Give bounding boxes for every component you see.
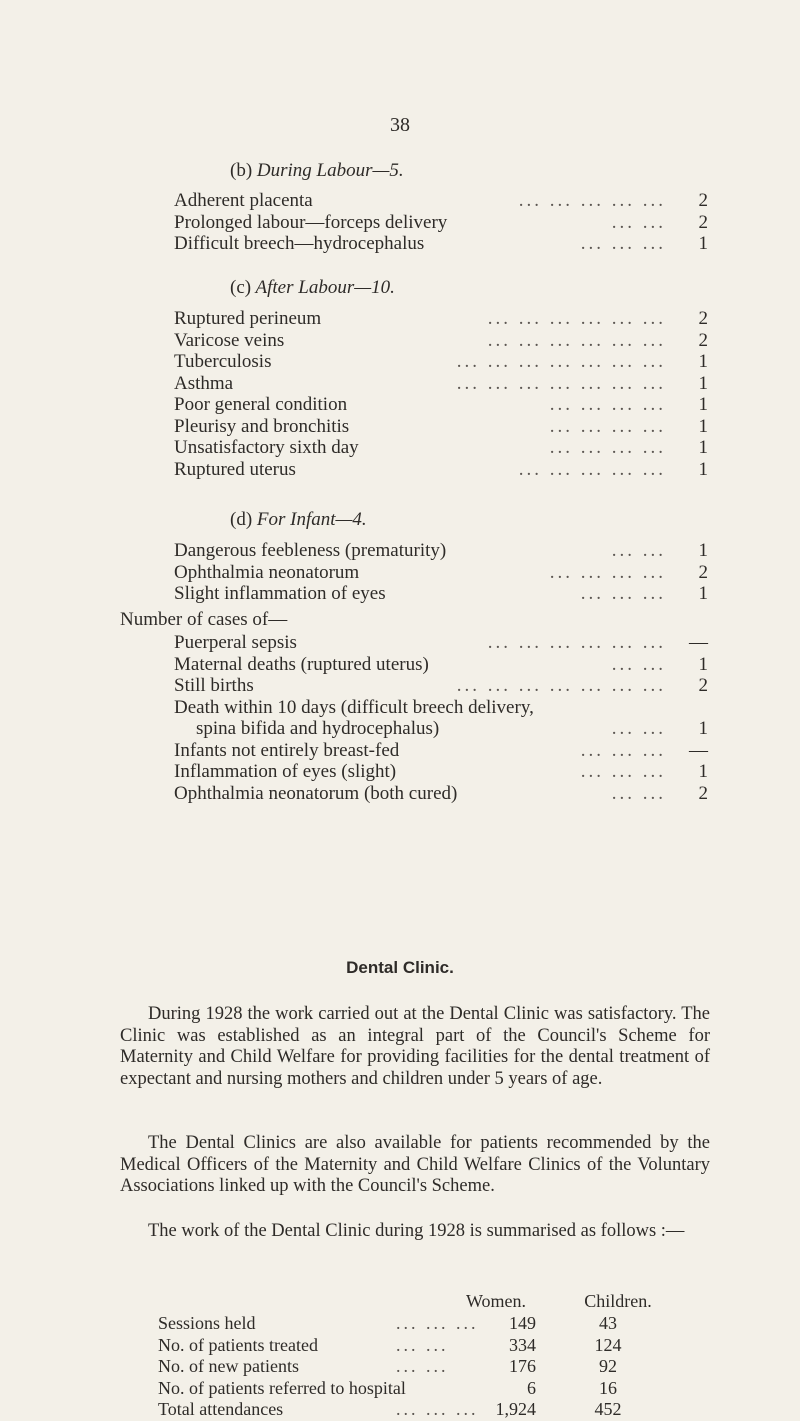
- list-item: [174, 740, 714, 762]
- list-item: [174, 540, 714, 562]
- item-value: 1: [698, 540, 708, 561]
- table-header: [158, 1291, 678, 1313]
- list-item: [174, 459, 714, 481]
- row-label: No. of new patients: [158, 1356, 299, 1376]
- dental-summary-table: [158, 1291, 678, 1421]
- item-label: Pleurisy and bronchitis: [174, 415, 350, 437]
- leader-dots: ... ...: [611, 540, 666, 561]
- leader-dots: ... ...: [611, 211, 666, 233]
- cell-women: 6: [527, 1377, 536, 1398]
- item-value: 1: [698, 583, 708, 604]
- section-prefix: (d): [230, 509, 253, 530]
- page-number: 38: [390, 114, 410, 136]
- row-label: No. of patients treated: [158, 1334, 318, 1355]
- list-item: [174, 308, 714, 330]
- leader-dots: ... ...: [611, 718, 666, 739]
- paragraph-dental-summary-intro: The work of the Dental Clinic during 1928 is summarised as follows :—: [148, 1221, 685, 1241]
- leader-dots: ... ... ... ...: [549, 561, 666, 583]
- table-row: [158, 1399, 678, 1421]
- item-value: 2: [698, 211, 708, 233]
- row-label: Total attendances: [158, 1399, 284, 1419]
- list-item: [174, 783, 714, 805]
- leader-dots: ... ... ... ...: [549, 437, 666, 458]
- for-infant-list: [174, 540, 714, 605]
- cell-children: 124: [594, 1334, 622, 1355]
- section-prefix: (b): [230, 160, 253, 181]
- paragraph-dental-availability: The Dental Clinics are also available for patients recommended by the Medical Officers of the Maternity and Child Welfare Clinics of the Voluntary Associations linked up with the Council's Scheme.: [120, 1133, 710, 1196]
- leader-dots: ... ... ...: [396, 1399, 479, 1419]
- item-label: Ophthalmia neonatorum: [174, 561, 360, 583]
- cell-women: 149: [509, 1313, 536, 1333]
- leader-dots: ... ...: [396, 1334, 449, 1355]
- leader-dots: ... ... ...: [580, 739, 666, 761]
- list-item: [174, 761, 714, 783]
- section-title: After Labour—10.: [255, 277, 395, 298]
- leader-dots: ... ... ... ... ... ...: [487, 308, 666, 329]
- column-header-children: Children.: [584, 1291, 652, 1311]
- item-value: 1: [698, 761, 708, 782]
- leader-dots: ... ... ...: [396, 1313, 479, 1333]
- item-label: Slight inflammation of eyes: [174, 583, 386, 604]
- list-item: [174, 190, 714, 212]
- item-value: 1: [698, 718, 708, 739]
- cell-children: 92: [599, 1356, 617, 1376]
- item-value: 1: [698, 437, 708, 458]
- table-row: [158, 1335, 678, 1357]
- paragraph-dental-work: During 1928 the work carried out at the Dental Clinic was satisfactory. The Clinic was established as an integral part of the Council's Scheme for Maternity and Child Welfare for providing facilities for the dental treatment of expectant and nursing mothers and children under 5 years of age.: [120, 1004, 710, 1089]
- item-label: Dangerous feebleness (prematurity): [174, 540, 447, 561]
- item-label: Puerperal sepsis: [174, 632, 297, 653]
- item-label: Adherent placenta: [174, 190, 313, 211]
- item-value: 1: [698, 458, 708, 480]
- leader-dots: ... ...: [396, 1356, 449, 1376]
- leader-dots: ... ... ...: [580, 233, 666, 254]
- cell-children: 16: [599, 1377, 617, 1398]
- item-label: Death within 10 days (difficult breech delivery,: [174, 696, 534, 718]
- list-item: [174, 437, 714, 459]
- cell-women: 176: [509, 1356, 536, 1376]
- item-label: Ophthalmia neonatorum (both cured): [174, 782, 458, 804]
- leader-dots: ... ... ... ... ...: [518, 458, 666, 480]
- item-value: 1: [698, 415, 708, 437]
- dental-clinic-heading: Dental Clinic.: [346, 958, 454, 977]
- leader-dots: ... ...: [611, 782, 666, 804]
- list-item: [174, 562, 714, 584]
- column-header-women: Women.: [465, 1291, 527, 1311]
- item-label: Still births: [174, 675, 254, 696]
- after-labour-list: [174, 308, 714, 480]
- list-item: [174, 632, 714, 654]
- item-label: Ruptured uterus: [174, 458, 296, 480]
- item-value: 2: [698, 782, 708, 804]
- row-label: No. of patients referred to hospital: [158, 1377, 406, 1398]
- cases-list: [174, 632, 714, 804]
- section-title: During Labour—5.: [256, 160, 404, 181]
- list-item: [174, 351, 714, 373]
- cell-children: 43: [599, 1313, 617, 1333]
- item-label: Maternal deaths (ruptured uterus): [174, 653, 429, 675]
- cases-intro: Number of cases of—: [120, 609, 288, 630]
- item-label: Prolonged labour—forceps delivery: [174, 211, 448, 233]
- item-value: 1: [698, 394, 708, 415]
- item-value: —: [689, 632, 708, 653]
- list-item: [174, 583, 714, 605]
- item-value: 2: [698, 675, 708, 696]
- item-label: Varicose veins: [174, 329, 285, 351]
- item-label: Asthma: [174, 372, 234, 394]
- cell-children: 452: [594, 1399, 622, 1419]
- list-item: [174, 718, 714, 740]
- leader-dots: ... ... ...: [580, 761, 666, 782]
- item-value: —: [689, 739, 708, 761]
- list-item: [174, 330, 714, 352]
- during-labour-list: [174, 190, 714, 255]
- list-item: [174, 373, 714, 395]
- item-label: Ruptured perineum: [174, 308, 322, 329]
- leader-dots: ... ... ... ... ...: [518, 190, 666, 211]
- leader-dots: ... ... ... ... ... ... ...: [456, 372, 666, 394]
- list-item: [174, 675, 714, 697]
- item-value: 2: [698, 308, 708, 329]
- leader-dots: ... ... ... ... ... ... ...: [456, 675, 666, 696]
- leader-dots: ... ... ... ... ... ... ...: [456, 351, 666, 372]
- table-row: [158, 1356, 678, 1378]
- list-item: [174, 394, 714, 416]
- item-value: 1: [698, 351, 708, 372]
- leader-dots: ... ... ... ... ... ...: [487, 632, 666, 653]
- section-title: For Infant—4.: [256, 509, 367, 530]
- item-value: 2: [698, 561, 708, 583]
- list-item: [174, 654, 714, 676]
- section-prefix: (c): [230, 277, 252, 298]
- leader-dots: ... ... ... ...: [549, 415, 666, 437]
- item-label: Difficult breech—hydrocephalus: [174, 233, 425, 254]
- list-item: [174, 233, 714, 255]
- item-value: 1: [698, 233, 708, 254]
- cell-women: 334: [509, 1334, 536, 1355]
- item-value: 1: [698, 653, 708, 675]
- leader-dots: ... ... ... ... ... ...: [487, 329, 666, 351]
- item-value: 2: [698, 190, 708, 211]
- leader-dots: ... ... ...: [580, 583, 666, 604]
- list-item: [174, 212, 714, 234]
- item-label: Infants not entirely breast-fed: [174, 739, 400, 761]
- list-item: [174, 697, 714, 719]
- item-value: 1: [698, 372, 708, 394]
- list-item: [174, 416, 714, 438]
- table-row: [158, 1313, 678, 1335]
- item-value: 2: [698, 329, 708, 351]
- leader-dots: ... ...: [611, 653, 666, 675]
- table-row: [158, 1378, 678, 1400]
- section-heading-during-labour: [230, 160, 404, 182]
- cell-women: 1,924: [495, 1399, 536, 1419]
- section-heading-for-infant: [230, 509, 367, 531]
- item-label: Unsatisfactory sixth day: [174, 437, 359, 458]
- item-label: spina bifida and hydrocephalus): [196, 718, 440, 739]
- section-heading-after-labour: [230, 277, 395, 299]
- item-label: Tuberculosis: [174, 351, 272, 372]
- row-label: Sessions held: [158, 1313, 256, 1333]
- item-label: Poor general condition: [174, 394, 348, 415]
- leader-dots: ... ... ... ...: [549, 394, 666, 415]
- item-label: Inflammation of eyes (slight): [174, 761, 397, 782]
